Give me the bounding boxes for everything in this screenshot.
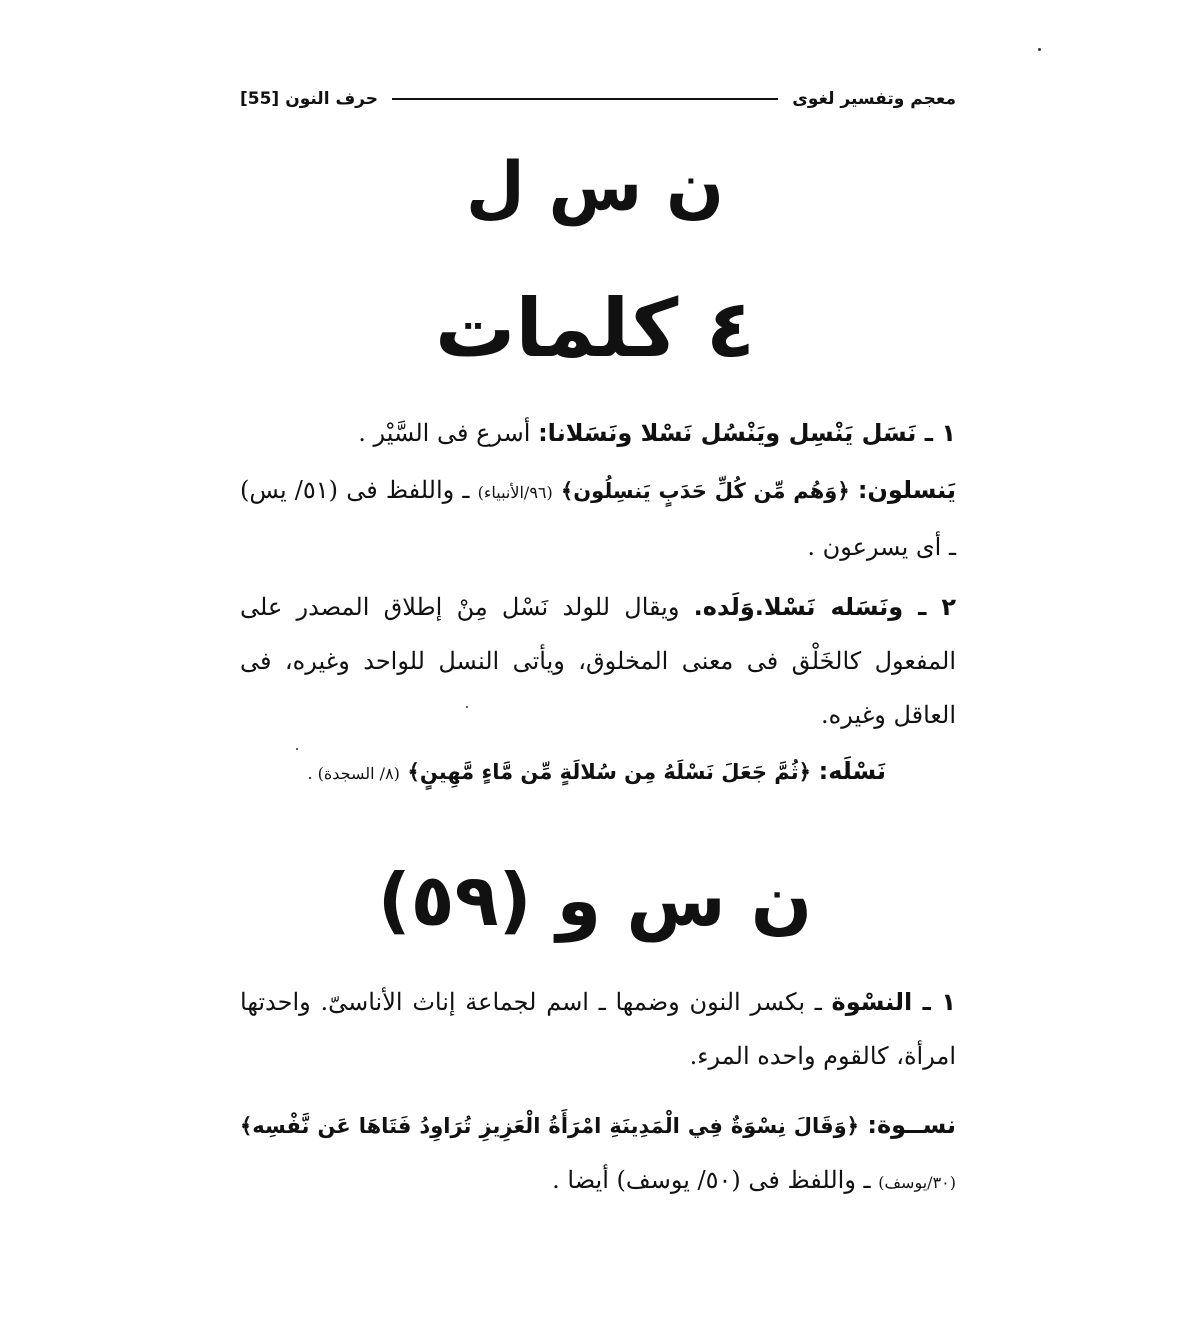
section-name: حرف النون (285, 89, 379, 109)
usage-word: نَسْلَه: (818, 757, 886, 785)
entry-text: ويقال للولد نَسْل مِنْ إطلاق المصدر على المفعول كالخَلْق فى معنى المخلوق، ويأتى النسل للواحد وغيره، فى العاقل وغيره. (240, 593, 956, 729)
entry-lead: ١ ـ نَسَل يَنْسِل ويَنْسُل نَسْلا ونَسَلانا: (538, 419, 956, 447)
verse-reference: (٩٦/الأنبياء) (477, 483, 553, 502)
usage-word: نســوة: (867, 1111, 956, 1139)
scan-speck (296, 748, 298, 750)
root-heading-nsl: ن س ل (465, 148, 725, 227)
entry-nsw-1 (240, 975, 956, 1083)
entry-text: ـ بكسر النون وضمها ـ اسم لجماعة إناث الأناسىّ. واحدتها امرأة، كالقوم واحده المرء. (240, 988, 956, 1070)
quran-verse: ﴿ثُمَّ جَعَلَ نَسْلَهُ مِن سُلالَةٍ مِّن مَّاءٍ مَّهِينٍ﴾ (407, 760, 811, 784)
header-rule (392, 98, 778, 100)
entry-nsl-1-usage (240, 463, 956, 574)
verse-reference: (٣٠/يوسف) (878, 1173, 956, 1192)
entry-nsl-2 (240, 580, 956, 742)
entry-lead: ٢ ـ ونَسَله نَسْلا.وَلَده. (693, 593, 956, 621)
entry-nsl-1 (240, 406, 956, 460)
page-number: [55] (240, 89, 280, 109)
entry-nsw-1-usage (240, 1098, 956, 1210)
quran-verse: ﴿وَهُم مِّن كُلِّ حَدَبٍ يَنسِلُون﴾ (560, 479, 850, 503)
quran-verse: ﴿وَقَالَ نِسْوَةٌ فِي الْمَدِينَةِ امْرَأَةُ الْعَزِيزِ تُرَاوِدُ فَتَاهَا عَن نَّفْسِه﴾ (240, 1114, 859, 1138)
entry-meaning: أسرع فى السَّيْر . (358, 419, 531, 447)
book-title: معجم وتفسير لغوى (792, 89, 956, 109)
usage-word: يَنسلون: (857, 476, 956, 504)
usage-tail: ـ واللفظ فى (٥٠/ يوسف) أيضا . (552, 1166, 871, 1194)
usage-tail: ـ واللفظ فى (٥١/ يس) ـ أى يسرعون . (240, 476, 956, 561)
scan-speck (1038, 48, 1041, 51)
entry-lead: ١ ـ النسْوة (831, 988, 956, 1016)
root-heading-nsw: ن س و (٥٩) (377, 858, 813, 942)
running-header (240, 84, 956, 114)
verse-reference: (٨/ السجدة) . (307, 764, 400, 783)
scan-speck (466, 706, 468, 708)
entry-nsl-2-usage (240, 744, 956, 801)
word-count-heading: ٤ كلمات (435, 282, 755, 375)
